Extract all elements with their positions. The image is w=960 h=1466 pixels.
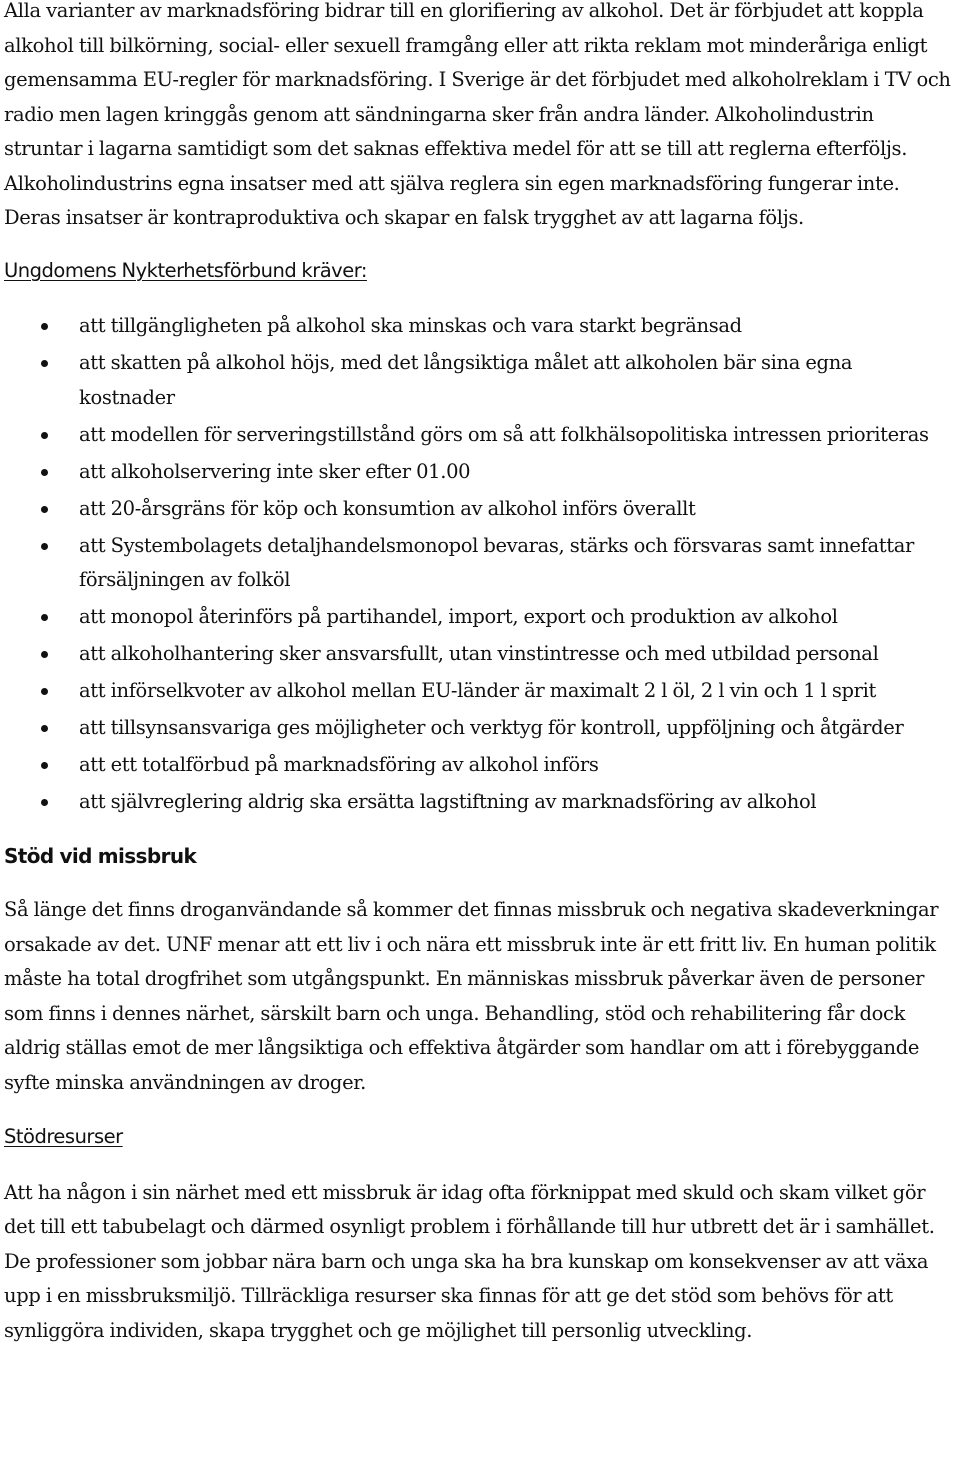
demand-text: att Systembolagets detaljhandelsmonopol bevaras, stärks och försvaras samt innefattar försäljningen av folköl (79, 533, 914, 591)
demand-text: att alkoholhantering sker ansvarsfullt, utan vinstintresse och med utbildad personal (79, 642, 879, 665)
bullet-icon (41, 469, 48, 476)
section-heading: Stöd vid missbruk (4, 843, 197, 868)
demand-item (4, 785, 954, 820)
bullet-icon (41, 360, 48, 367)
intro-paragraph: Alla varianter av marknadsföring bidrar till en glorifiering av alkohol. Det är förbjudet att koppla alkohol till bilkörning, social- eller sexuell framgång eller att rikta reklam mot minderåriga enligt gemensamma EU-regler för marknadsföring. I Sverige är det förbjudet med alkoholreklam i TV och radio men lagen kringgås genom att sändningarna sker från andra länder. Alkoholindustrin struntar i lagarna samtidigt som det saknas effektiva medel för att se till att reglerna efterföljs. Alkoholindustrins egna insatser med att själva reglera sin egen marknadsföring fungerar inte. Deras insatser är kontraproduktiva och skapar en falsk trygghet av att lagarna följs. (4, 0, 951, 229)
demand-item (4, 711, 954, 746)
demand-text: att skatten på alkohol höjs, med det långsiktiga målet att alkoholen bär sina egna kostnader (79, 351, 853, 409)
demand-item (4, 455, 954, 490)
resources-heading: Stödresurser (4, 1125, 123, 1148)
bullet-icon (41, 432, 48, 439)
bullet-icon (41, 323, 48, 330)
bullet-icon (41, 506, 48, 513)
demand-text: att ett totalförbud på marknadsföring av alkohol införs (79, 753, 599, 776)
document-page (4, 0, 954, 1348)
section-paragraph: Så länge det finns droganvändande så kommer det finnas missbruk och negativa skadeverkningar orsakade av det. UNF menar att ett liv i och nära ett missbruk inte är ett fritt liv. En human politik måste ha total drogfrihet som utgångspunkt. En människas missbruk påverkar även de personer som finns i dennes närhet, särskilt barn och unga. Behandling, stöd och rehabilitering får dock aldrig ställas emot de mer långsiktiga och effektiva åtgärder som handlar om att i förebyggande syfte minska användningen av droger. (4, 898, 939, 1094)
demands-list (4, 309, 954, 820)
demand-text: att tillgängligheten på alkohol ska minskas och vara starkt begränsad (79, 314, 742, 337)
demands-heading: Ungdomens Nykterhetsförbund kräver: (4, 258, 367, 282)
bullet-icon (41, 725, 48, 732)
demand-item (4, 309, 954, 344)
demand-item (4, 674, 954, 709)
bullet-icon (41, 799, 48, 806)
demand-text: att modellen för serveringstillstånd görs om så att folkhälsopolitiska intressen prioriteras (79, 422, 929, 446)
bullet-icon (41, 688, 48, 695)
demand-text: att alkoholservering inte sker efter 01.00 (79, 459, 471, 483)
bullet-icon (41, 762, 48, 769)
demand-item (4, 418, 954, 453)
bullet-icon (41, 651, 48, 658)
bullet-icon (41, 543, 48, 550)
demand-item (4, 529, 954, 598)
demand-item (4, 637, 954, 672)
demand-item (4, 492, 954, 527)
demand-text: att tillsynsansvariga ges möjligheter och verktyg för kontroll, uppföljning och åtgärder (79, 716, 904, 739)
demand-item (4, 346, 954, 415)
demand-item (4, 748, 954, 783)
demand-text: att monopol återinförs på partihandel, import, export och produktion av alkohol (79, 605, 838, 628)
demand-item (4, 600, 954, 635)
bullet-icon (41, 614, 48, 621)
resources-paragraph: Att ha någon i sin närhet med ett missbruk är idag ofta förknippat med skuld och skam vilket gör det till ett tabubelagt och därmed osynligt problem i förhållande till hur utbrett det är i samhället. De professioner som jobbar nära barn och unga ska ha bra kunskap om konsekvenser av att växa upp i en missbruksmiljö. Tillräckliga resurser ska finnas för att ge det stöd som behövs för att synliggöra individen, skapa trygghet och ge möjlighet till personlig utveckling. (4, 1180, 935, 1342)
demand-text: att 20-årsgräns för köp och konsumtion av alkohol införs överallt (79, 496, 696, 520)
demand-text: att självreglering aldrig ska ersätta lagstiftning av marknadsföring av alkohol (79, 790, 817, 813)
demand-text: att införselkvoter av alkohol mellan EU-länder är maximalt 2 l öl, 2 l vin och 1 l sprit (79, 679, 876, 702)
